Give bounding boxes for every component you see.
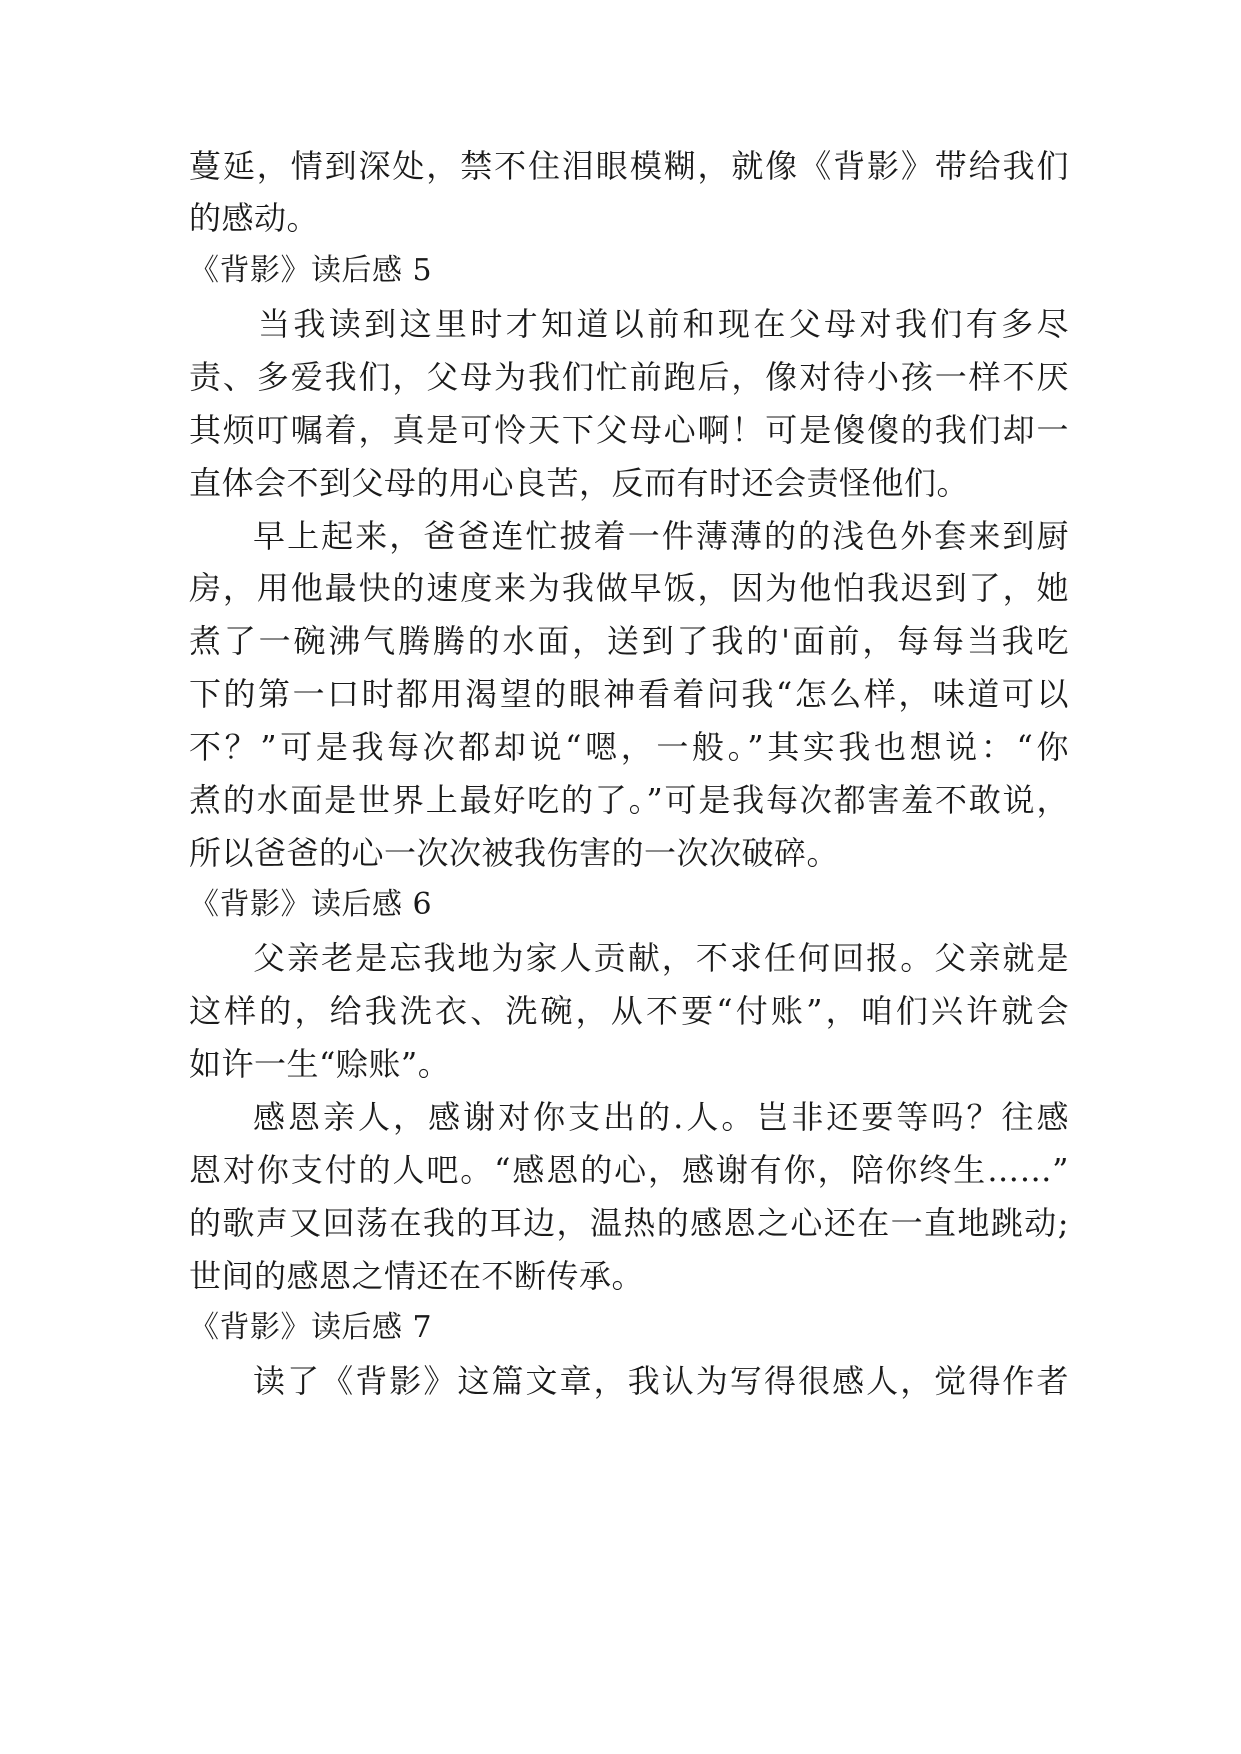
text-line: 世间的感恩之情还在不断传承。 [189,1257,645,1295]
section-heading: 《背影》读后感 6 [189,887,433,922]
text-line: 煮了一碗沸气腾腾的水面，送到了我的'面前，每每当我吃 [189,622,1069,660]
text-line: 的感动。 [189,199,320,237]
text-line: 的歌声又回荡在我的耳边，温热的感恩之心还在一直地跳动; [189,1204,1069,1242]
text-line: 直体会不到父母的用心良苦，反而有时还会责怪他们。 [189,464,970,502]
section-heading: 《背影》读后感 5 [189,253,433,288]
text-line: 煮的水面是世界上最好吃的了。”可是我每次都害羞不敢说， [189,781,1069,819]
text-line: 房，用他最快的速度来为我做早饭，因为他怕我迟到了，她 [189,569,1069,607]
text-line: 其烦叮嘱着，真是可怜天下父母心啊！可是傻傻的我们却一 [189,411,1069,449]
text-line: 蔓延，情到深处，禁不住泪眼模糊，就像《背影》带给我们 [189,147,1069,185]
text-line: 父亲老是忘我地为家人贡献，不求任何回报。父亲就是 [253,939,1069,977]
section-heading: 《背影》读后感 7 [189,1310,433,1345]
text-line: 所以爸爸的心一次次被我伤害的一次次破碎。 [189,834,840,872]
text-line: 当我读到这里时才知道以前和现在父母对我们有多尽 [258,305,1069,343]
text-line: 读了《背影》这篇文章，我认为写得很感人，觉得作者 [253,1362,1069,1400]
text-line: 恩对你支付的人吧。“感恩的心，感谢有你，陪你终生……” [189,1151,1069,1189]
text-line: 下的第一口时都用渴望的眼神看着问我“怎么样，味道可以 [189,675,1069,713]
text-line: 责、多爱我们，父母为我们忙前跑后，像对待小孩一样不厌 [189,358,1069,396]
text-line: 感恩亲人，感谢对你支出的.人。岂非还要等吗？往感 [253,1098,1069,1136]
text-line: 早上起来，爸爸连忙披着一件薄薄的的浅色外套来到厨 [253,517,1069,555]
text-line: 如许一生“赊账”。 [189,1045,451,1083]
text-line: 不？”可是我每次都却说“嗯，一般。”其实我也想说：“你 [189,728,1069,766]
text-line: 这样的，给我洗衣、洗碗，从不要“付账”，咱们兴许就会 [189,992,1069,1030]
